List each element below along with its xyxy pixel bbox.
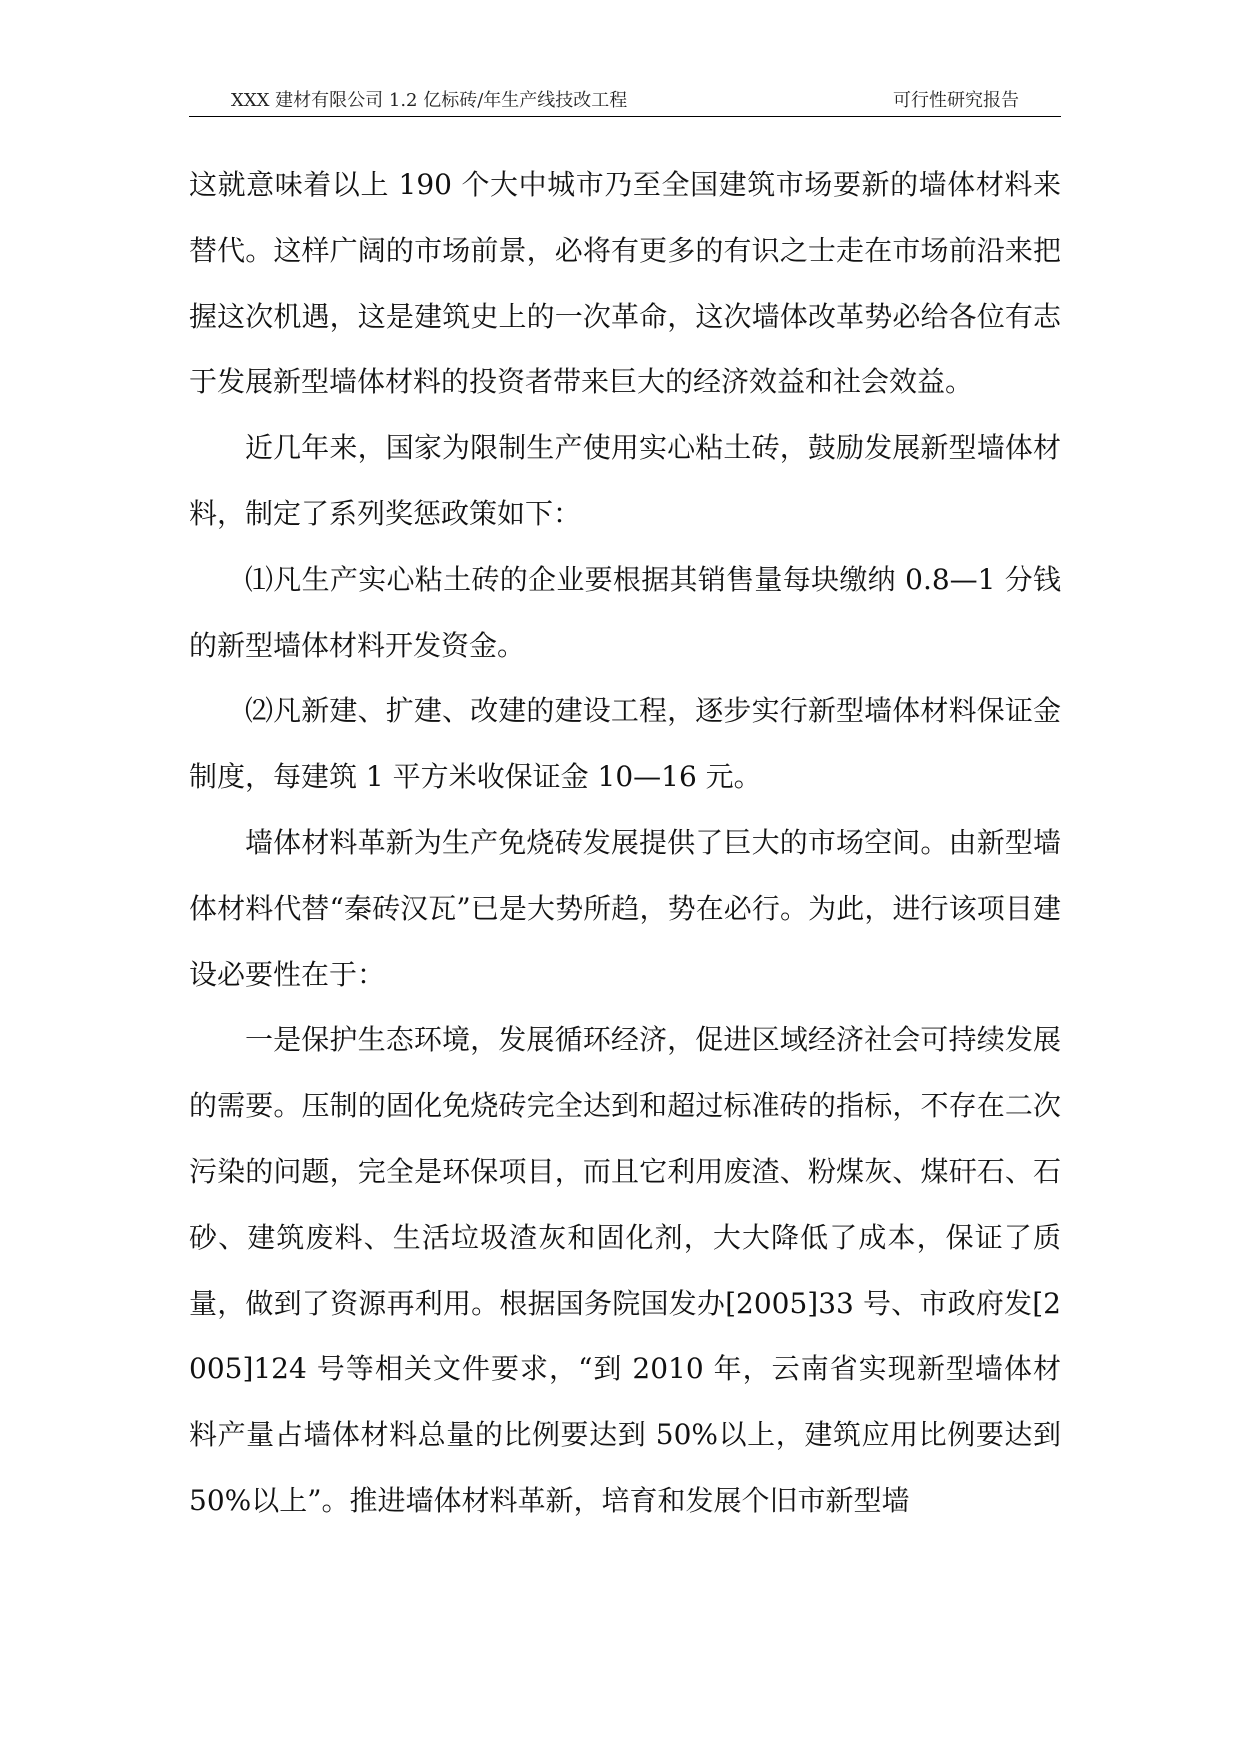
paragraph-market-space: 墙体材料革新为生产免烧砖发展提供了巨大的市场空间。由新型墙体材料代替“秦砖汉瓦”已是大势所趋，势在必行。为此，进行该项目建设必要性在于：: [189, 825, 1061, 991]
page-header: [189, 86, 1061, 117]
paragraph-continued: 这就意味着以上 190 个大中城市乃至全国建筑市场要新的墙体材料来替代。这样广阔的市场前景，必将有更多的有识之士走在市场前沿来把握这次机遇，这是建筑史上的一次革命，这次墙体改革势必给各位有志于发展新型墙体材料的投资者带来巨大的经济效益和社会效益。: [189, 168, 1061, 399]
paragraph-policy-item-2: ⑵凡新建、扩建、改建的建设工程，逐步实行新型墙体材料保证金制度，每建筑 1 平方米收保证金 10—16 元。: [189, 694, 1061, 794]
paragraph-policy-item-1: ⑴凡生产实心粘土砖的企业要根据其销售量每块缴纳 0.8—1 分钱的新型墙体材料开发资金。: [189, 562, 1061, 662]
paragraph-necessity-one: 一是保护生态环境，发展循环经济，促进区域经济社会可持续发展的需要。压制的固化免烧砖完全达到和超过标准砖的指标，不存在二次污染的问题，完全是环保项目，而且它利用废渣、粉煤灰、煤矸石、石砂、建筑废料、生活垃圾渣灰和固化剂，大大降低了成本，保证了质量，做到了资源再利用。根据国务院国发办[2005]33 号、市政府发[2005]124 号等相关文件要求，“到 2010 年，云南省实现新型墙体材料产量占墙体材料总量的比例要达到 50%以上，建筑应用比例要达到 50%以上”。推进墙体材料革新，培育和发展个旧市新型墙: [189, 1023, 1061, 1517]
header-document-title: XXX 建材有限公司 1.2 亿标砖/年生产线技改工程: [231, 90, 628, 111]
body-text: [189, 152, 1061, 1534]
paragraph-policy-intro: 近几年来，国家为限制生产使用实心粘土砖，鼓励发展新型墙体材料，制定了系列奖惩政策如下：: [189, 431, 1061, 530]
header-report-type: 可行性研究报告: [893, 90, 1019, 111]
